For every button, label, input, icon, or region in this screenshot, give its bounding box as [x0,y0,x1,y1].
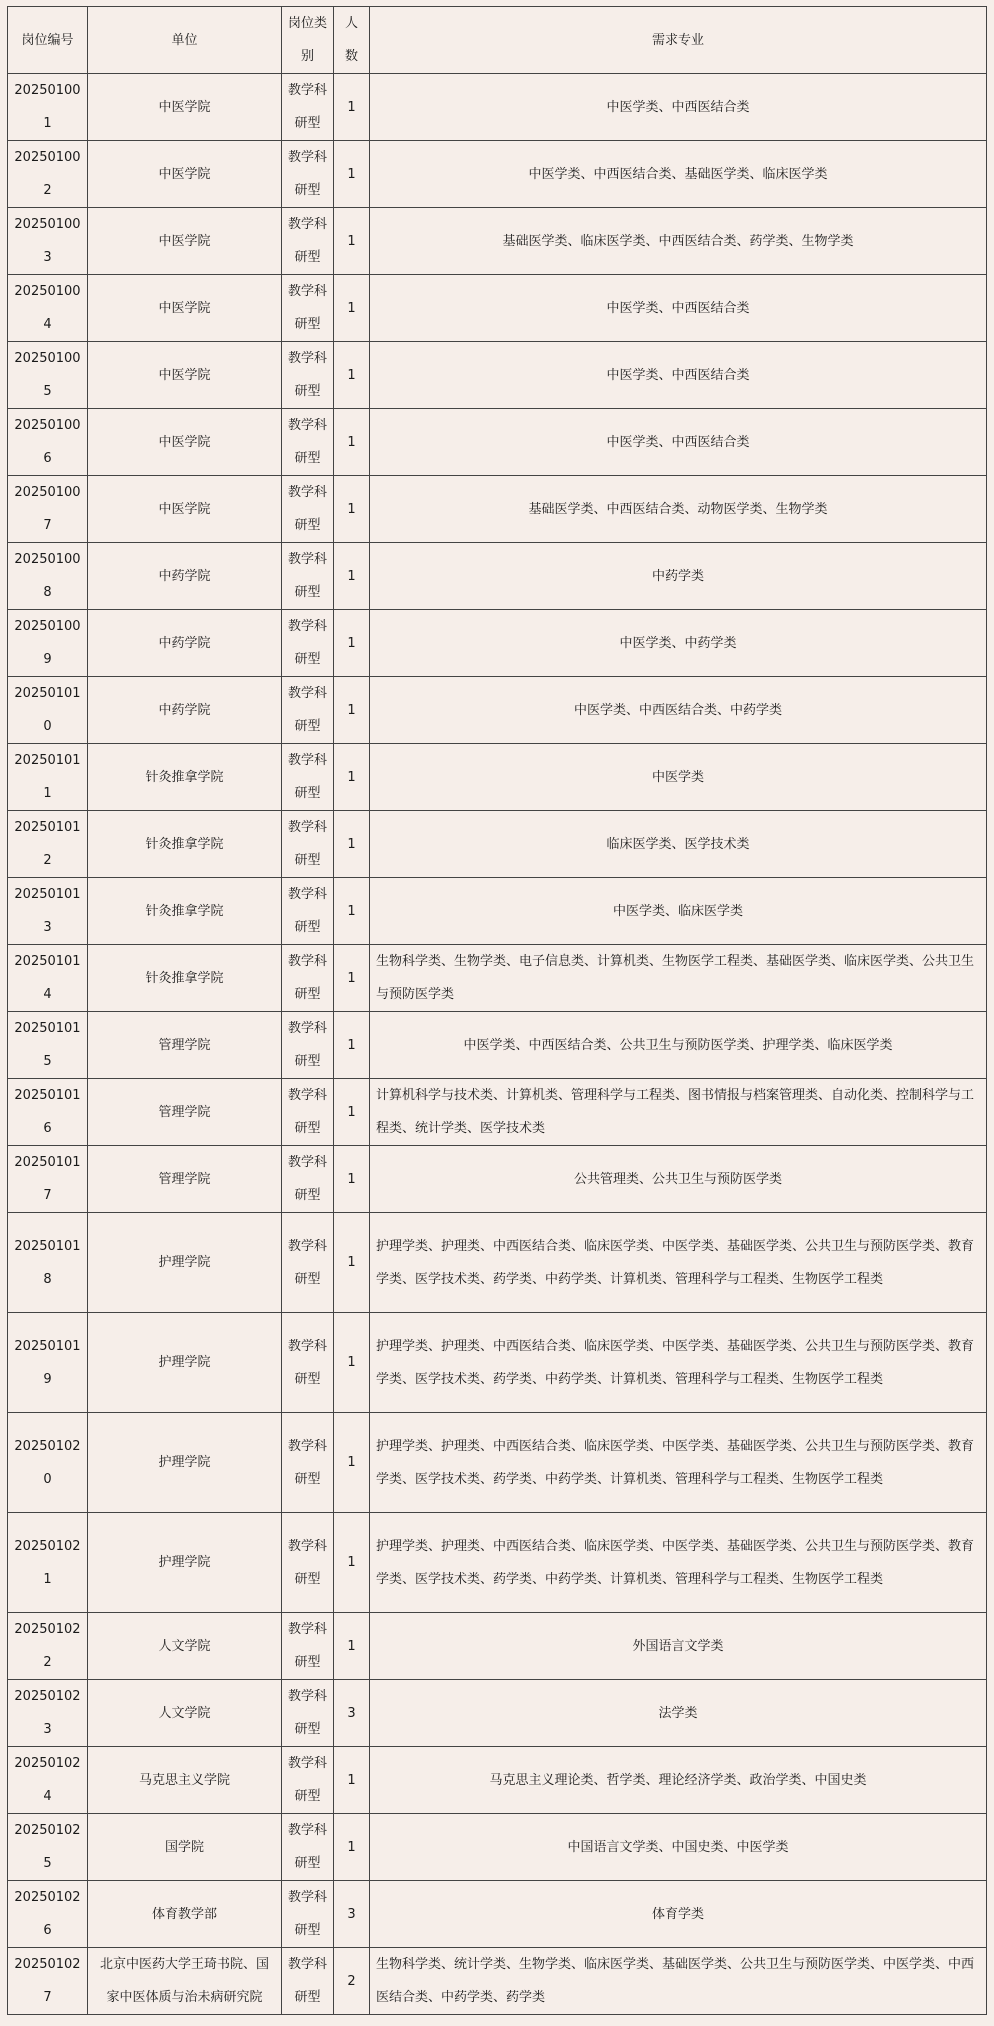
cell-unit: 人文学院 [88,1613,282,1680]
cell-code: 202501012 [8,811,88,878]
table-row [8,1948,987,2015]
cell-count: 1 [334,811,370,878]
cell-major: 计算机科学与技术类、计算机类、管理科学与工程类、图书情报与档案管理类、自动化类、控制科学与工程类、统计学类、医学技术类 [370,1079,987,1146]
cell-count: 1 [334,878,370,945]
cell-major: 中医学类、中西医结合类、基础医学类、临床医学类 [370,141,987,208]
table-row [8,342,987,409]
cell-unit: 护理学院 [88,1213,282,1313]
cell-code: 202501017 [8,1146,88,1213]
cell-type: 教学科研型 [282,677,334,744]
cell-count: 1 [334,1814,370,1881]
table-row [8,1613,987,1680]
cell-unit: 人文学院 [88,1680,282,1747]
cell-major: 中医学类、中西医结合类 [370,409,987,476]
cell-type: 教学科研型 [282,141,334,208]
cell-code: 202501021 [8,1513,88,1613]
cell-unit: 中医学院 [88,476,282,543]
cell-unit: 管理学院 [88,1146,282,1213]
table-row [8,1012,987,1079]
table-row [8,744,987,811]
cell-type: 教学科研型 [282,610,334,677]
cell-count: 1 [334,1613,370,1680]
cell-count: 1 [334,610,370,677]
cell-count: 1 [334,1146,370,1213]
table-row [8,1313,987,1413]
cell-unit: 护理学院 [88,1513,282,1613]
cell-type: 教学科研型 [282,1613,334,1680]
cell-code: 202501003 [8,208,88,275]
cell-type: 教学科研型 [282,744,334,811]
table-row [8,878,987,945]
table-row [8,543,987,610]
cell-major: 中国语言文学类、中国史类、中医学类 [370,1814,987,1881]
cell-code: 202501023 [8,1680,88,1747]
cell-major: 生物科学类、生物学类、电子信息类、计算机类、生物医学工程类、基础医学类、临床医学类、公共卫生与预防医学类 [370,945,987,1012]
table-row [8,1814,987,1881]
table-body [8,74,987,2015]
table-row [8,1881,987,1948]
cell-count: 1 [334,1313,370,1413]
cell-type: 教学科研型 [282,74,334,141]
cell-major: 基础医学类、中西医结合类、动物医学类、生物学类 [370,476,987,543]
cell-count: 1 [334,1513,370,1613]
cell-major: 体育学类 [370,1881,987,1948]
cell-count: 1 [334,141,370,208]
cell-code: 202501019 [8,1313,88,1413]
cell-type: 教学科研型 [282,342,334,409]
cell-count: 3 [334,1680,370,1747]
cell-code: 202501016 [8,1079,88,1146]
cell-code: 202501014 [8,945,88,1012]
cell-major: 中医学类、中西医结合类 [370,342,987,409]
cell-type: 教学科研型 [282,1079,334,1146]
cell-type: 教学科研型 [282,1213,334,1313]
positions-table [7,6,987,2015]
cell-type: 教学科研型 [282,878,334,945]
cell-major: 公共管理类、公共卫生与预防医学类 [370,1146,987,1213]
cell-count: 1 [334,677,370,744]
cell-count: 1 [334,543,370,610]
cell-unit: 管理学院 [88,1079,282,1146]
cell-type: 教学科研型 [282,476,334,543]
table-row [8,610,987,677]
cell-type: 教学科研型 [282,1513,334,1613]
cell-major: 中医学类 [370,744,987,811]
cell-type: 教学科研型 [282,1881,334,1948]
cell-unit: 针灸推拿学院 [88,945,282,1012]
cell-major: 中医学类、中西医结合类、中药学类 [370,677,987,744]
cell-code: 202501007 [8,476,88,543]
table-row [8,275,987,342]
cell-code: 202501008 [8,543,88,610]
cell-unit: 中医学院 [88,74,282,141]
cell-type: 教学科研型 [282,1948,334,2015]
cell-count: 1 [334,1213,370,1313]
cell-unit: 针灸推拿学院 [88,878,282,945]
cell-count: 3 [334,1881,370,1948]
cell-code: 202501013 [8,878,88,945]
cell-count: 2 [334,1948,370,2015]
cell-count: 1 [334,945,370,1012]
cell-type: 教学科研型 [282,811,334,878]
cell-major: 外国语言文学类 [370,1613,987,1680]
header-count: 人数 [334,7,370,74]
cell-count: 1 [334,1012,370,1079]
cell-code: 202501010 [8,677,88,744]
cell-major: 中医学类、中西医结合类 [370,74,987,141]
table-row [8,1513,987,1613]
cell-code: 202501011 [8,744,88,811]
cell-type: 教学科研型 [282,543,334,610]
cell-major: 中医学类、中西医结合类 [370,275,987,342]
cell-unit: 针灸推拿学院 [88,744,282,811]
cell-major: 护理学类、护理类、中西医结合类、临床医学类、中医学类、基础医学类、公共卫生与预防医学类、教育学类、医学技术类、药学类、中药学类、计算机类、管理科学与工程类、生物医学工程类 [370,1313,987,1413]
table-row [8,1413,987,1513]
cell-unit: 中医学院 [88,208,282,275]
cell-code: 202501001 [8,74,88,141]
cell-unit: 北京中医药大学王琦书院、国家中医体质与治未病研究院 [88,1948,282,2015]
cell-type: 教学科研型 [282,945,334,1012]
table-row [8,409,987,476]
cell-major: 马克思主义理论类、哲学类、理论经济学类、政治学类、中国史类 [370,1747,987,1814]
cell-unit: 体育教学部 [88,1881,282,1948]
table-row [8,1146,987,1213]
cell-count: 1 [334,1413,370,1513]
cell-count: 1 [334,744,370,811]
cell-unit: 护理学院 [88,1413,282,1513]
cell-type: 教学科研型 [282,1814,334,1881]
cell-type: 教学科研型 [282,275,334,342]
cell-count: 1 [334,275,370,342]
table-row [8,811,987,878]
cell-unit: 国学院 [88,1814,282,1881]
cell-unit: 中药学院 [88,610,282,677]
table-row [8,208,987,275]
cell-code: 202501002 [8,141,88,208]
cell-major: 护理学类、护理类、中西医结合类、临床医学类、中医学类、基础医学类、公共卫生与预防医学类、教育学类、医学技术类、药学类、中药学类、计算机类、管理科学与工程类、生物医学工程类 [370,1413,987,1513]
cell-count: 1 [334,342,370,409]
cell-code: 202501018 [8,1213,88,1313]
cell-unit: 马克思主义学院 [88,1747,282,1814]
cell-code: 202501009 [8,610,88,677]
cell-code: 202501022 [8,1613,88,1680]
cell-count: 1 [334,74,370,141]
header-code: 岗位编号 [8,7,88,74]
cell-major: 护理学类、护理类、中西医结合类、临床医学类、中医学类、基础医学类、公共卫生与预防医学类、教育学类、医学技术类、药学类、中药学类、计算机类、管理科学与工程类、生物医学工程类 [370,1513,987,1613]
cell-unit: 针灸推拿学院 [88,811,282,878]
cell-major: 中医学类、临床医学类 [370,878,987,945]
header-unit: 单位 [88,7,282,74]
table-row [8,476,987,543]
cell-code: 202501026 [8,1881,88,1948]
cell-unit: 护理学院 [88,1313,282,1413]
header-major: 需求专业 [370,7,987,74]
cell-type: 教学科研型 [282,1012,334,1079]
cell-type: 教学科研型 [282,1146,334,1213]
table-row [8,1079,987,1146]
cell-type: 教学科研型 [282,1413,334,1513]
cell-code: 202501005 [8,342,88,409]
header-row [8,7,987,74]
cell-code: 202501027 [8,1948,88,2015]
table-row [8,141,987,208]
table-row [8,1680,987,1747]
cell-unit: 管理学院 [88,1012,282,1079]
table-row [8,1213,987,1313]
cell-major: 中医学类、中西医结合类、公共卫生与预防医学类、护理学类、临床医学类 [370,1012,987,1079]
cell-code: 202501015 [8,1012,88,1079]
table-row [8,74,987,141]
cell-major: 基础医学类、临床医学类、中西医结合类、药学类、生物学类 [370,208,987,275]
cell-unit: 中医学院 [88,409,282,476]
cell-type: 教学科研型 [282,409,334,476]
cell-unit: 中医学院 [88,275,282,342]
cell-code: 202501004 [8,275,88,342]
cell-count: 1 [334,476,370,543]
cell-type: 教学科研型 [282,1313,334,1413]
cell-unit: 中医学院 [88,141,282,208]
cell-unit: 中医学院 [88,342,282,409]
cell-major: 中医学类、中药学类 [370,610,987,677]
cell-major: 法学类 [370,1680,987,1747]
header-type: 岗位类别 [282,7,334,74]
cell-major: 临床医学类、医学技术类 [370,811,987,878]
cell-major: 生物科学类、统计学类、生物学类、临床医学类、基础医学类、公共卫生与预防医学类、中医学类、中西医结合类、中药学类、药学类 [370,1948,987,2015]
cell-code: 202501024 [8,1747,88,1814]
cell-unit: 中药学院 [88,677,282,744]
cell-code: 202501020 [8,1413,88,1513]
cell-type: 教学科研型 [282,1747,334,1814]
cell-type: 教学科研型 [282,1680,334,1747]
cell-count: 1 [334,208,370,275]
cell-type: 教学科研型 [282,208,334,275]
cell-count: 1 [334,1079,370,1146]
cell-code: 202501025 [8,1814,88,1881]
cell-unit: 中药学院 [88,543,282,610]
cell-major: 护理学类、护理类、中西医结合类、临床医学类、中医学类、基础医学类、公共卫生与预防医学类、教育学类、医学技术类、药学类、中药学类、计算机类、管理科学与工程类、生物医学工程类 [370,1213,987,1313]
table-row [8,677,987,744]
cell-count: 1 [334,1747,370,1814]
table-row [8,945,987,1012]
cell-count: 1 [334,409,370,476]
cell-code: 202501006 [8,409,88,476]
table-row [8,1747,987,1814]
cell-major: 中药学类 [370,543,987,610]
